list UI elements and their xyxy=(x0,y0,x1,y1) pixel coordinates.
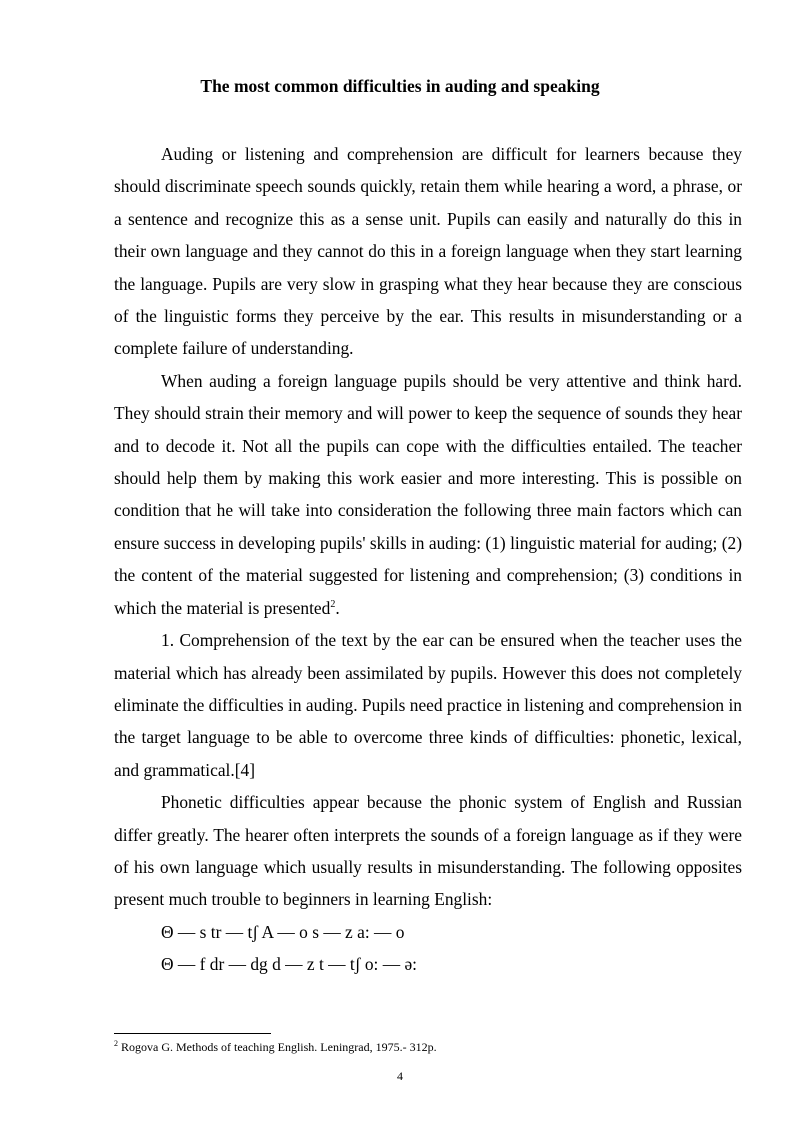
phonetic-opposites-line-2: Θ — f dr — dg d — z t — tʃ o: — ə: xyxy=(161,954,417,975)
page-title: The most common difficulties in auding and speaking xyxy=(200,76,600,96)
footnote-reference[interactable]: 2 xyxy=(330,598,336,610)
footnote-text: Rogova G. Methods of teaching English. Leningrad, 1975.- 312p. xyxy=(118,1040,437,1054)
footnote-divider xyxy=(114,1033,271,1034)
paragraph-2-text: When auding a foreign language pupils should be very attentive and think hard. They should strain their memory and will power to keep the sequence of sounds they hear and to decode it. Not all the pupils can cope with the difficulties entailed. The teacher should help them by making this work easier and more interesting. This is possible on condition that he will take into consideration the following three main factors which can ensure success in developing pupils' skills in auding: (1) linguistic material for auding; (2) the content of the material suggested for listening and comprehension; (3) conditions in which the material is presented xyxy=(114,370,742,618)
paragraph-4: Phonetic difficulties appear because the phonic system of English and Russian differ greatly. The hearer often interprets the sounds of a foreign language as if they were of his own language which usually results in misunderstanding. The following opposites present much trouble to beginners in learning English: xyxy=(114,792,742,910)
paragraph-3: 1. Comprehension of the text by the ear can be ensured when the teacher uses the material which has already been assimilated by pupils. However this does not completely eliminate the difficulties in auding. Pupils need practice in listening and comprehension in the target language to be able to overcome three kinds of difficulties: phonetic, lexical, and grammatical.[4] xyxy=(114,630,743,780)
footnote-mark: 2 xyxy=(114,1039,118,1048)
phonetic-opposites-line-1: Θ — s tr — tʃ A — o s — z a: — o xyxy=(161,921,405,942)
page-number: 4 xyxy=(397,1069,403,1083)
paragraph-2 xyxy=(114,365,742,624)
footnote xyxy=(114,1040,742,1055)
paragraph-1: Auding or listening and comprehension are difficult for learners because they should discriminate speech sounds quickly, retain them while hearing a word, a phrase, or a sentence and recognize this as a sense unit. Pupils can easily and naturally do this in their own language and they cannot do this in a foreign language when they start learning the language. Pupils are very slow in grasping what they hear because they are conscious of the linguistic forms they perceive by the ear. This results in misunderstanding or a complete failure of understanding. xyxy=(114,144,742,359)
paragraph-2-end: . xyxy=(335,597,340,618)
body-text xyxy=(114,138,742,981)
